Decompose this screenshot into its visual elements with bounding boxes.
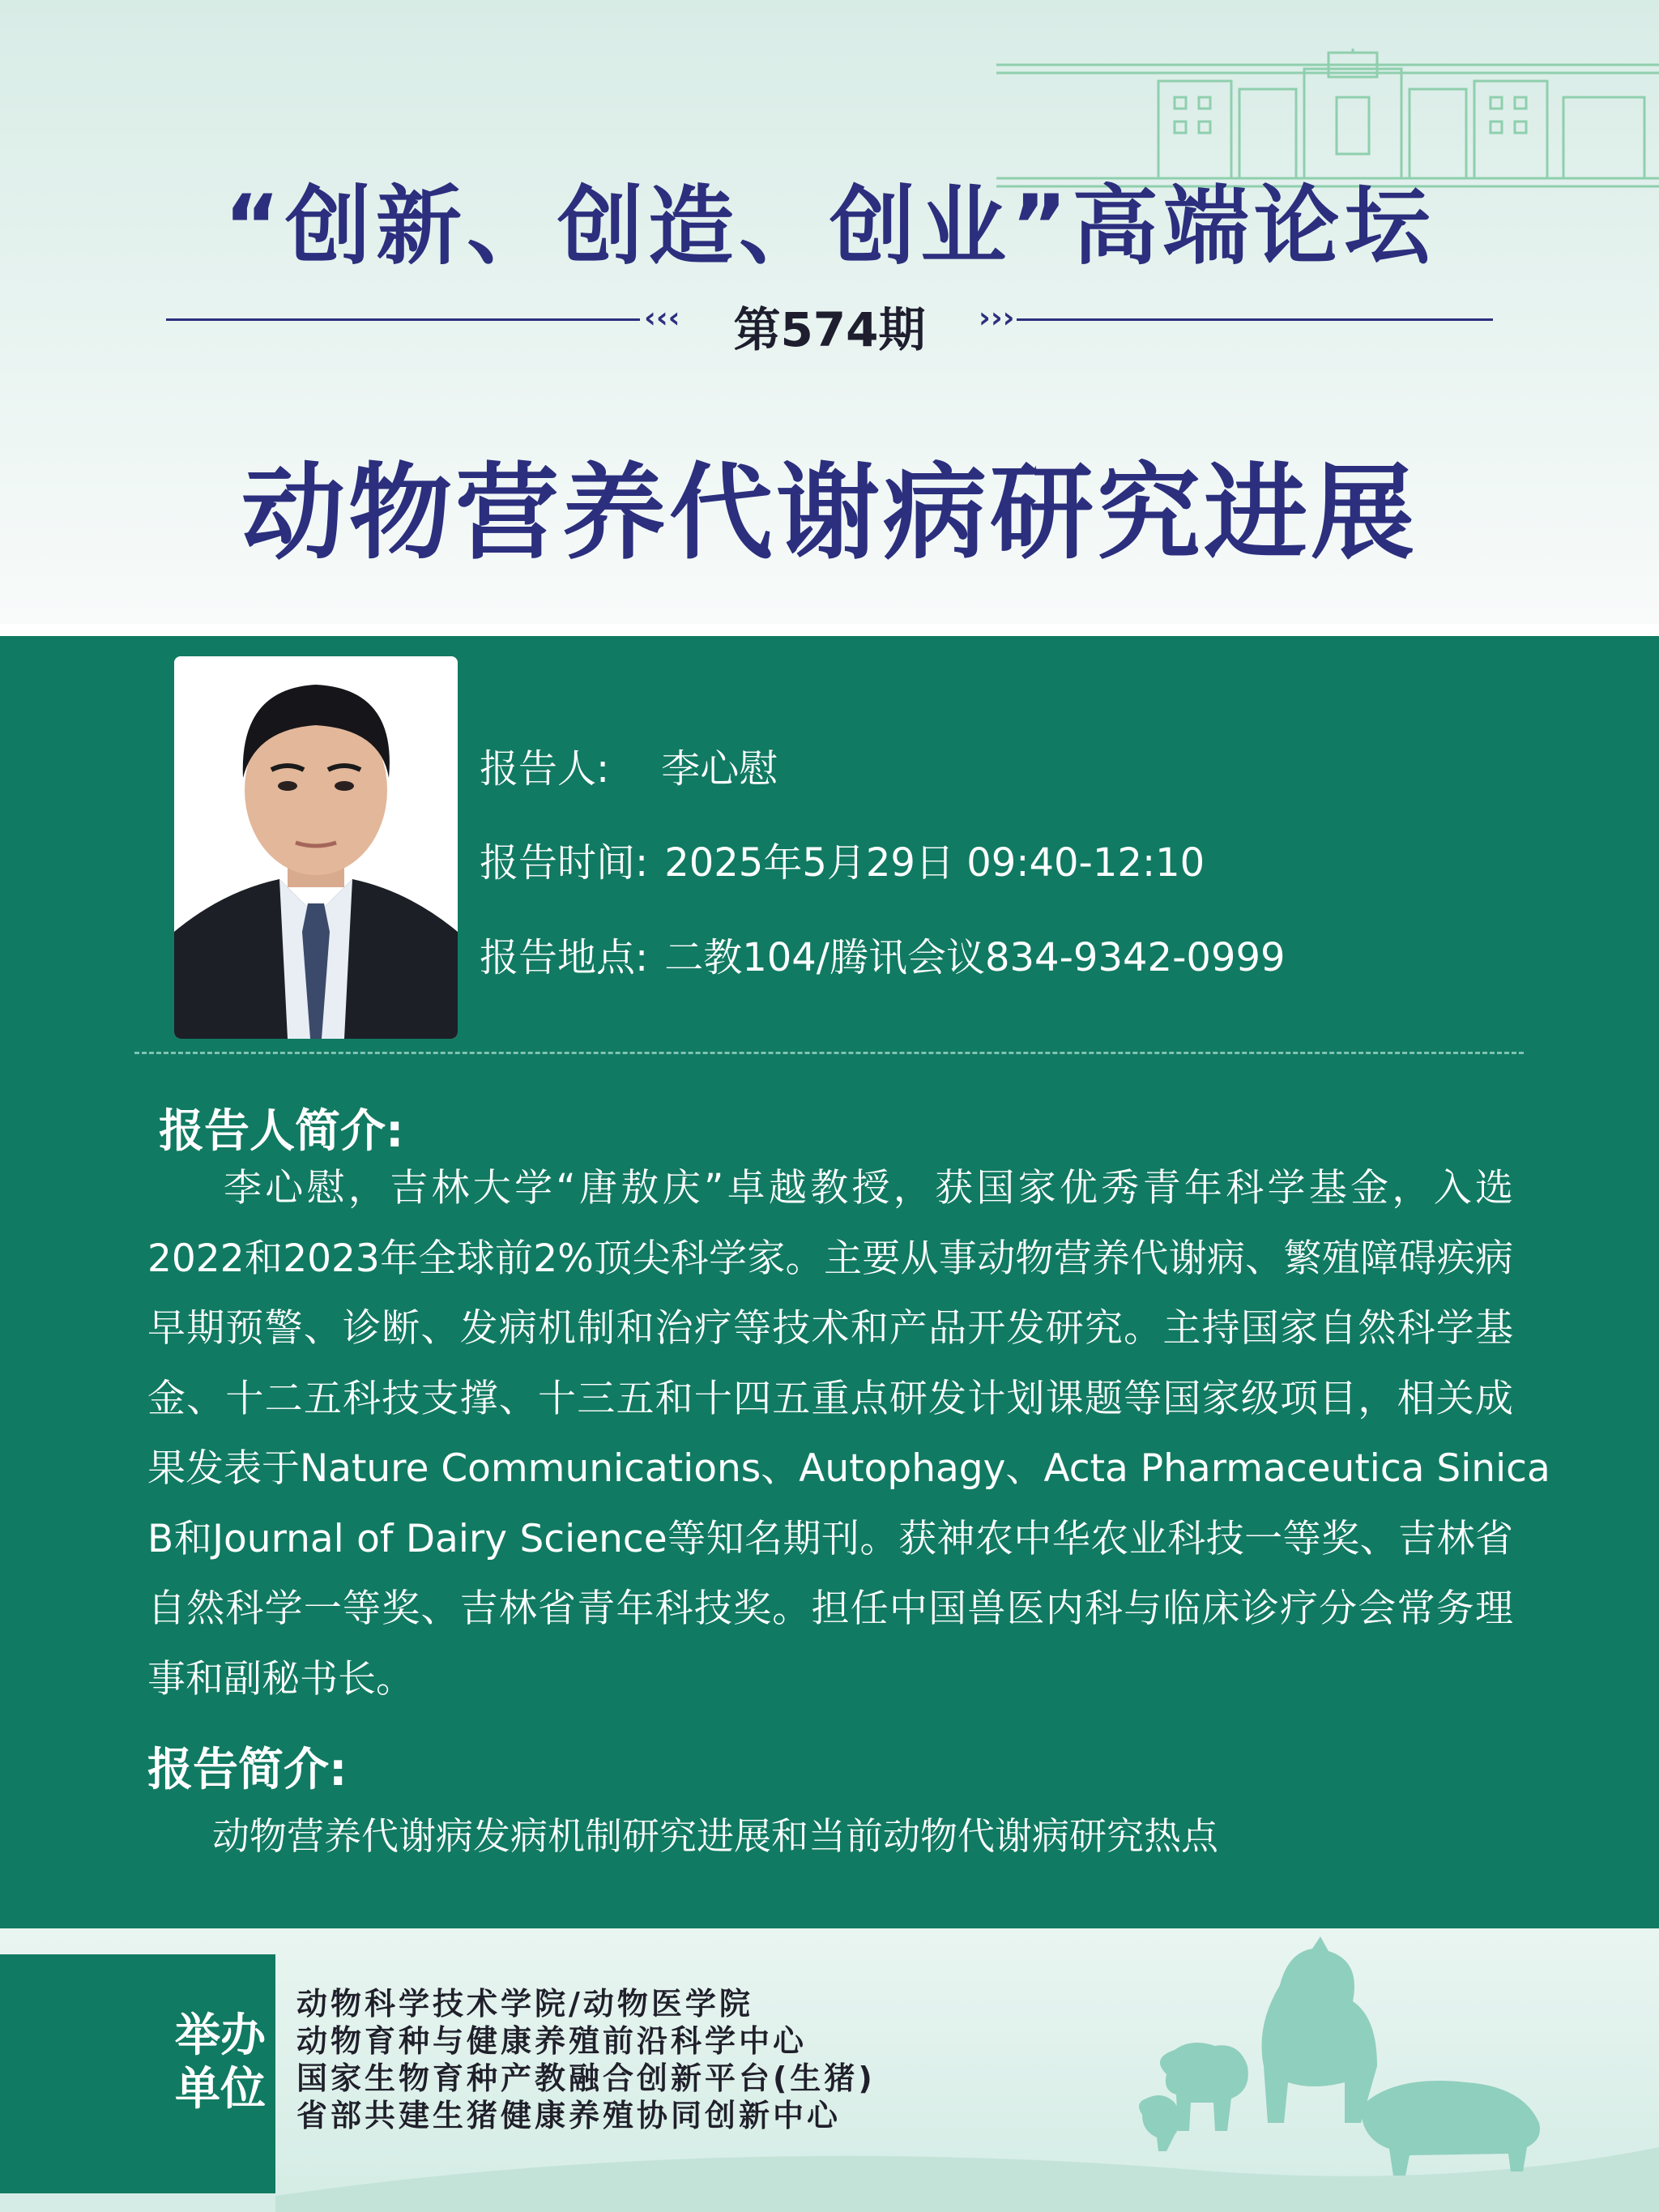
time-row [480, 831, 1205, 887]
issue-number: 第574期 [733, 302, 926, 357]
bio-line: 果发表于Nature Communications、Autophagy、Acta Pharmaceutica Sinica [147, 1446, 1550, 1491]
time-value: 2025年5月29日 09:40-12:10 [664, 840, 1205, 886]
bio-line: 自然科学一等奖、吉林省青年科技奖。担任中国兽医内科与临床诊疗分会常务理 [147, 1586, 1513, 1631]
bio-line: 李心慰，吉林大学“唐敖庆”卓越教授，获国家优秀青年科学基金，入选 [224, 1166, 1513, 1211]
place-row [480, 926, 1286, 982]
host-unit: 动物育种与健康养殖前沿科学中心 [296, 2023, 808, 2059]
forum-title: “创新、创造、创业”高端论坛 [224, 177, 1435, 276]
reporter-row [480, 737, 778, 793]
host-units [296, 1985, 876, 2134]
bio-line: 早期预警、诊断、发病机制和治疗等技术和产品开发研究。主持国家自然科学基 [147, 1306, 1513, 1351]
speaker-photo [174, 656, 458, 1039]
issue-divider-left [166, 318, 640, 321]
bio-line: 金、十二五科技支撑、十三五和十四五重点研发计划课题等国家级项目，相关成 [147, 1376, 1513, 1421]
host-label-line1: 举办 [175, 2009, 266, 2062]
host-unit: 国家生物育种产教融合创新平台(生猪) [296, 2060, 876, 2096]
time-label: 报告时间: [480, 840, 649, 886]
host-unit: 动物科学技术学院/动物医学院 [296, 1986, 753, 2022]
dashed-divider [134, 1052, 1524, 1054]
livestock-illustration [1118, 1928, 1659, 2212]
host-label [172, 2009, 269, 2116]
abstract-text: 动物营养代谢病发病机制研究进展和当前动物代谢病研究热点 [212, 1814, 1218, 1858]
chevron-left-icon: ‹‹‹ [644, 301, 680, 335]
chevron-right-icon: ››› [979, 301, 1015, 335]
bio-text [147, 1154, 1550, 1715]
reporter-name: 李心慰 [661, 746, 778, 792]
bio-line: B和Journal of Dairy Science等知名期刊。获神农中华农业科技一等奖、吉林省 [147, 1516, 1513, 1561]
place-value: 二教104/腾讯会议834-9342-0999 [664, 935, 1286, 980]
bio-heading: 报告人简介: [159, 1105, 404, 1158]
abstract-heading: 报告简介: [147, 1744, 348, 1796]
bio-line: 2022和2023年全球前2%顶尖科学家。主要从事动物营养代谢病、繁殖障碍疾病 [147, 1236, 1513, 1281]
header-banner [0, 0, 1659, 624]
host-unit: 省部共建生猪健康养殖协同创新中心 [296, 2098, 842, 2133]
place-label: 报告地点: [480, 935, 649, 980]
footer [0, 1928, 1659, 2212]
talk-title: 动物营养代谢病研究进展 [241, 453, 1418, 574]
host-label-line2: 单位 [175, 2063, 266, 2116]
issue-divider-right [1017, 318, 1493, 321]
bio-line: 事和副秘书长。 [147, 1656, 414, 1702]
reporter-label: 报告人: [480, 746, 610, 792]
